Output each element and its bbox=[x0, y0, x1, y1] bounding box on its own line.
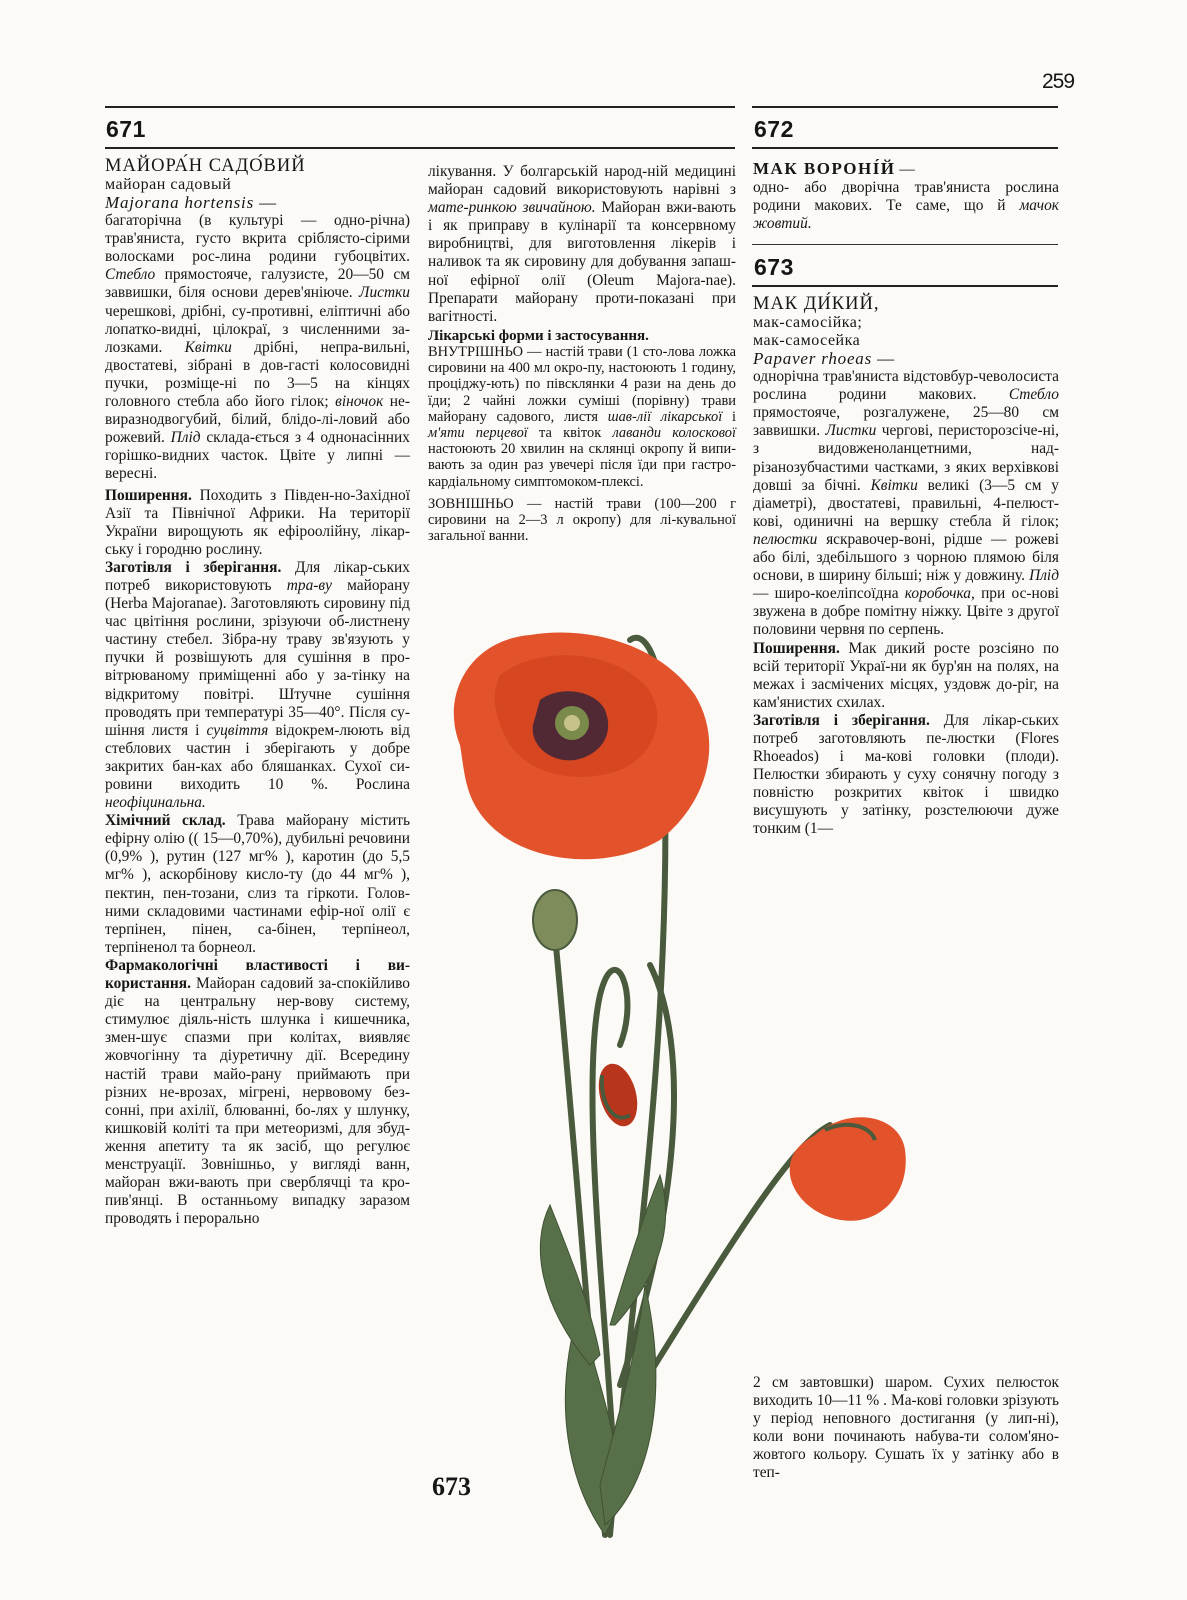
entry-title-673: МАК ДИ́КИЙ, bbox=[753, 294, 880, 314]
external-use: ЗОВНІШНЬО — настій трави (100—200 г сировини на 2—3 л окропу) для лі-кувальної загальної ванни. bbox=[428, 495, 736, 545]
column-2 bbox=[428, 163, 736, 544]
dosage-forms: Лікарські форми і застосування. ВНУТРІШНЬО — настій трави (1 сто-лова ложка сировини на 400 мл окро-пу, настоюють 1 годину, проціджу-ють) по півсклянки 4 рази на день до їди; 2 чайні ложки суміші (порівну) трави майорану садового, листя шав-лії лікарської і м'яти перцевої та квіток лаванди колоскової настоюють 20 хвилин на склянці окропу й випи-вають за один раз увечері після їди при гастро-кардіальному симптомоком-плексі. bbox=[428, 327, 736, 490]
entry-rule-673 bbox=[752, 285, 1058, 287]
poppy-illustration bbox=[430, 605, 950, 1565]
description: багаторічна (в культурі — одно-річна) трав'яниста, густо вкрита сріблясто-сірими волосками рос-лина родини губоцвітих. Стебло прямостояче, галузисте, 20—50 см заввишки, біля основи дерев'яніюче. Листки черешкові, дрібні, су-противні, еліптичні або лопатко-видні, цілокраї, з численними за-лозками. Квітки дрібні, непра-вильні, двостатеві, зібрані в дов-гасті колосовидні пучки, розміще-ні по 3—5 на кінцях головного стебла або його гілок; віночок не-виразнодвогубий, білий, блідо-лі-ловий або рожевий. Плід склада-ється з 4 однонасінних горішко-видних часток. Цвіте у липні — вересні. bbox=[105, 212, 410, 483]
chemical-composition: Хімічний склад. Трава майорану містить ефірну олію (( 15—0,70%), дубильні речовини (0,9% ), рутин (127 мг% ), каротин (до 5,5 мг% ), аскорбінову кисло-ту (до 44 мг% ), пектин, пен-тозани, слиз та гіркоти. Голов-ними складовими частинами ефір-ної олії є терпінен, пінен, са-бінен, терпінеол, терпіненол та борнеол. bbox=[105, 812, 410, 956]
entry-number-671: 671 bbox=[106, 116, 146, 142]
page-number: 259 bbox=[1042, 70, 1075, 93]
entry-rule-673-top bbox=[752, 244, 1058, 245]
russian-name-1: мак-самосійка; bbox=[753, 314, 863, 331]
column-1 bbox=[105, 156, 410, 1228]
column-3 bbox=[753, 160, 1059, 233]
entry-672: МАК ВОРОНІ́Й — одно- або дворічна трав'яниста рослина родини макових. Те саме, що й мачок жовтий. bbox=[753, 159, 1059, 233]
entry-rule-672 bbox=[752, 147, 1058, 149]
leaves bbox=[540, 1175, 665, 1535]
top-rule-left bbox=[105, 106, 735, 108]
description-673: однорічна трав'яниста відстовбур-чеволосиста рослина родини макових. Стебло прямостояче, розгалужене, 25—80 см заввишки. Листки чергові, перисторозсіче-ні, з видовженоланцетними, над-різанозубчастими частками, з яких верхівкові довші за бічні. Квітки великі (3—5 см у діаметрі), двостатеві, правильні, 4-пелюст-кові, одиничні на вершку стебла й гілок; пелюстки яскравочер-воні, рідше — рожеві або білі, здебільшого з чорною плямою біля основи, в ширину більші; ніж у довжину. Плід — широ-коеліпсоїдна коробочка, при ос-нові звужена в добре помітну ніжку. Цвіте з другої половини червня по серпень. bbox=[753, 368, 1059, 639]
entry-number-672: 672 bbox=[754, 116, 794, 142]
harvesting-673: Заготівля і зберігання. Для лікар-ських потреб заготовляють пе-люстки (Flores Rhoeados) і ма-кові головки (плоди). Пелюстки збирають у суху сонячну погоду з повністю розкритих квіток і швидко висушують у затінку, розстелюючи дуже тонким (1— bbox=[753, 711, 1059, 838]
entry-rule-671 bbox=[105, 147, 735, 149]
pharmacology: Фармакологічні властивості і ви-користання. Майоран садовий за-спокійливо діє на центральну нер-вову систему, стимулює діяль-ність шлунка і кишечника, змен-шує спазми при колітах, виявляє жовчогінну та діуретичну дії. Всередину настій трави майо-рану приймають при різних не-врозах, мігрені, нервовому без-сонні, при ахілії, блюванні, бо-лях у шлунку, кишковій коліті та при метеоризмі, для збуд-ження апетиту та як засіб, що регулює менструації. Зовнішньо, у вигляді ванн, майоран вжи-вають при сверблячці та кро-пив'янці. В останньому випадку заразом проводять і перорально bbox=[105, 956, 410, 1228]
harvesting-continued: 2 см завтовшки) шаром. Сухих пелюсток виходить 10—11 % . Ма-кові головки зрізують у період неповного достигання (у лип-ні), коли вони починають набува-ти солом'яно-жовтого кольору. Сушать їх у затінку або в теп- bbox=[753, 1374, 1059, 1482]
latin-name-673: Papaver rhoeas — bbox=[753, 349, 895, 368]
russian-name-2: мак-самосейка bbox=[753, 332, 861, 349]
distribution: Поширення. Походить з Півден-но-Західної Азії та Північної Африки. На території України вирощують як ефіроолійну, лікар-ську і городню рослину. bbox=[105, 486, 410, 558]
top-rule-right bbox=[752, 106, 1058, 108]
distribution-673: Поширення. Мак дикий росте розсіяно по всій території Украї-ни як бур'ян на полях, на межах і засмічених місцях, уздовж до-ріг, на кам'янистих схилах. bbox=[753, 639, 1059, 711]
plate-number: 673 bbox=[432, 1472, 471, 1501]
usage-text: лікування. У болгарській народ-ній медицині майоран садовий використовують нарівні з мате-ринкою звичайною. Майоран вжи-вають і як приправу в кулінарії та консервному виробництві, для виготовлення лікерів і наливок та як сировину для добування запаш-ної ефірної олії (Oleum Majora-nae). Препарати майорану проти-показані при вагітності. bbox=[428, 163, 736, 325]
harvesting: Заготівля і зберігання. Для лікар-ських потреб використовують тра-ву майорану (Herba Majoranae). Заготовляють сировину під час цвітіння рослини, зрізуючи об-листнену частину стебел. Зібра-ну траву зв'язують у пучки й розвішують для сушіння в про-вітрюваному приміщенні або у за-тінку на відкритому повітрі. Штучне сушіння проводять при температурі 35—40°. Після су-шіння листя і суцвіття відокрем-люють від стеблових частин і зберігають у добре закритих бан-ках або бляшанках. Сухої си-ровини виходить 10 %. Рослина неофіцинальна. bbox=[105, 558, 411, 812]
russian-name: майоран садовый bbox=[105, 176, 232, 193]
entry-number-673: 673 bbox=[754, 254, 794, 280]
latin-name: Majorana hortensis — bbox=[105, 193, 277, 212]
entry-title-671: МАЙОРА́Н САДО́ВИЙ bbox=[105, 156, 306, 176]
drooping-poppy-flower bbox=[790, 1117, 906, 1221]
open-poppy-flower bbox=[454, 633, 709, 860]
